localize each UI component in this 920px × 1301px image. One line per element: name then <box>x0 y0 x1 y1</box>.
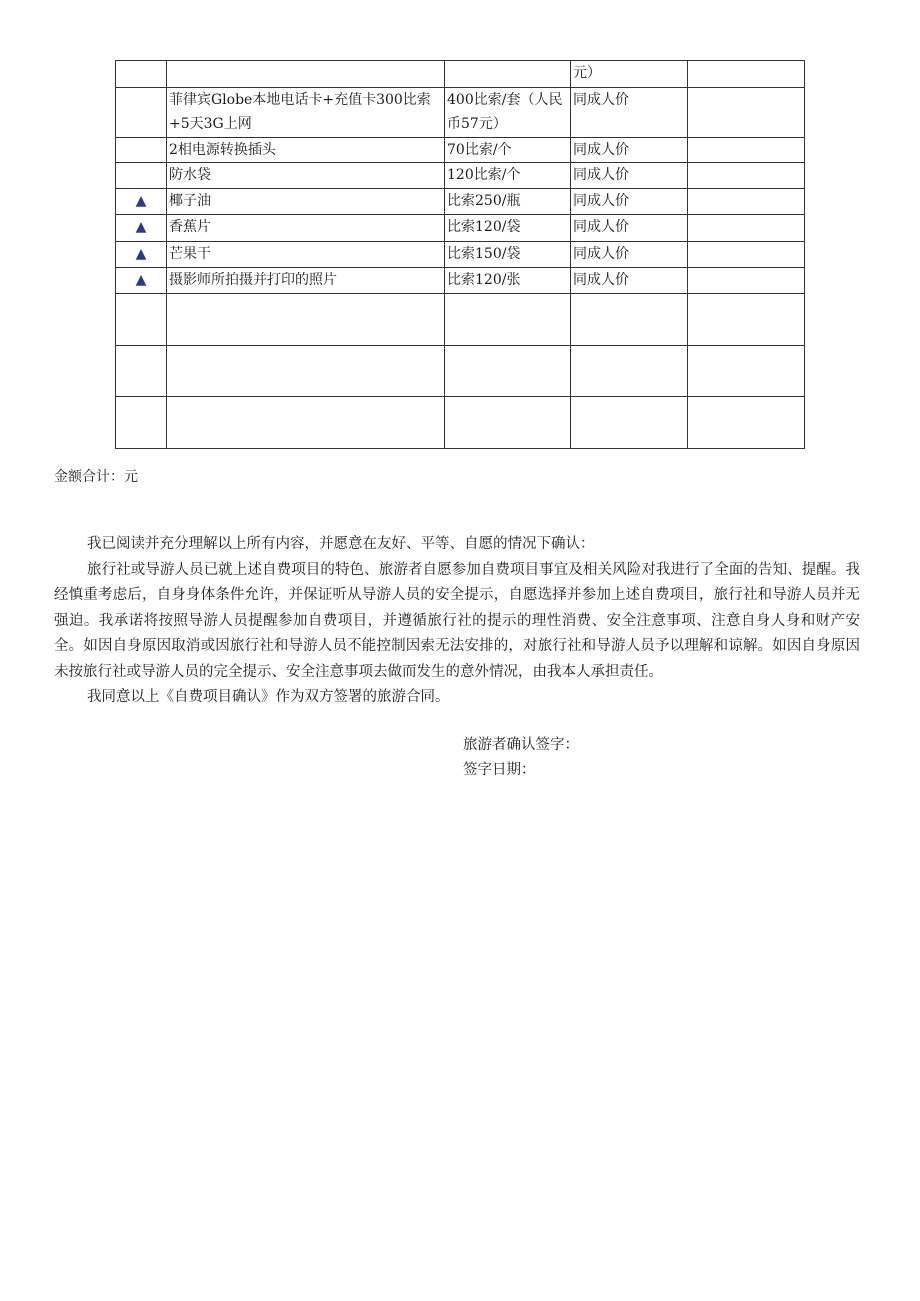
cell-note <box>571 294 688 346</box>
cell-extra <box>688 242 805 268</box>
cell-note: 元） <box>571 61 688 88</box>
cell-note: 同成人价 <box>571 215 688 242</box>
cell-item <box>167 61 445 88</box>
cell-mark: ▲ <box>116 215 167 242</box>
cell-extra <box>688 88 805 138</box>
cell-item: 防水袋 <box>167 163 445 189</box>
cell-mark: ▲ <box>116 242 167 268</box>
cell-item: 菲律宾Globe本地电话卡+充值卡300比索+5天3G上网 <box>167 88 445 138</box>
cell-price <box>445 346 571 397</box>
cell-mark <box>116 138 167 163</box>
cell-note: 同成人价 <box>571 189 688 215</box>
table-row <box>116 346 805 397</box>
self-pay-items-table <box>115 60 805 449</box>
cell-mark: ▲ <box>116 189 167 215</box>
table-row <box>116 189 805 215</box>
cell-price: 比索120/袋 <box>445 215 571 242</box>
cell-price: 比索250/瓶 <box>445 189 571 215</box>
table-row <box>116 397 805 449</box>
cell-note: 同成人价 <box>571 242 688 268</box>
cell-extra <box>688 294 805 346</box>
cell-item: 椰子油 <box>167 189 445 215</box>
cell-item <box>167 294 445 346</box>
cell-price: 400比索/套（人民币57元） <box>445 88 571 138</box>
cell-note: 同成人价 <box>571 88 688 138</box>
cell-note <box>571 397 688 449</box>
cell-note: 同成人价 <box>571 163 688 189</box>
confirmation-statement <box>54 532 860 711</box>
cell-extra <box>688 138 805 163</box>
table-row <box>116 138 805 163</box>
cell-mark <box>116 294 167 346</box>
cell-price <box>445 294 571 346</box>
table-row <box>116 268 805 294</box>
cell-extra <box>688 189 805 215</box>
table-row <box>116 215 805 242</box>
cell-mark <box>116 397 167 449</box>
table-row <box>116 88 805 138</box>
table-row <box>116 294 805 346</box>
cell-note <box>571 346 688 397</box>
cell-mark <box>116 88 167 138</box>
cell-note: 同成人价 <box>571 138 688 163</box>
signature-date-label: 签字日期： <box>463 762 536 778</box>
cell-price <box>445 397 571 449</box>
cell-mark: ▲ <box>116 268 167 294</box>
table-body <box>116 61 805 449</box>
cell-extra <box>688 163 805 189</box>
table-row <box>116 242 805 268</box>
cell-price: 比索120/张 <box>445 268 571 294</box>
table-row <box>116 163 805 189</box>
cell-price <box>445 61 571 88</box>
cell-extra <box>688 268 805 294</box>
cell-item: 摄影师所拍摄并打印的照片 <box>167 268 445 294</box>
tourist-signature-label: 旅游者确认签字： <box>463 737 579 753</box>
cell-extra <box>688 397 805 449</box>
statement-agreement: 我同意以上《自费项目确认》作为双方签署的旅游合同。 <box>87 689 450 705</box>
cell-extra <box>688 61 805 88</box>
cell-note: 同成人价 <box>571 268 688 294</box>
cell-price: 70比索/个 <box>445 138 571 163</box>
cell-mark <box>116 61 167 88</box>
cell-mark <box>116 163 167 189</box>
cell-item <box>167 397 445 449</box>
cell-extra <box>688 346 805 397</box>
cell-item: 2相电源转换插头 <box>167 138 445 163</box>
cell-item <box>167 346 445 397</box>
statement-body: 旅行社或导游人员已就上述自费项目的特色、旅游者自愿参加自费项目事宜及相关风险对我进行了全面的告知、提醒。我经慎重考虑后，自身身体条件允许，并保证听从导游人员的安全提示，自愿选择并参加上述自费项目，旅行社和导游人员并无强迫。我承诺将按照导游人员提醒参加自费项目，并遵循旅行社的提示的理性消费、安全注意事项、注意自身人身和财产安全。如因自身原因取消或因旅行社和导游人员不能控制因索无法安排的，对旅行社和导游人员予以理解和谅解。如因自身原因未按旅行社或导游人员的完全提示、安全注意事项去做而发生的意外情况，由我本人承担责任。 <box>54 561 860 680</box>
cell-extra <box>688 215 805 242</box>
cell-price: 120比索/个 <box>445 163 571 189</box>
cell-item: 香蕉片 <box>167 215 445 242</box>
statement-intro: 我已阅读并充分理解以上所有内容，并愿意在友好、平等、自愿的情况下确认： <box>87 536 595 552</box>
table-row <box>116 61 805 88</box>
cell-price: 比索150/袋 <box>445 242 571 268</box>
total-amount-label: 金额合计：元 <box>54 469 138 485</box>
cell-mark <box>116 346 167 397</box>
cell-item: 芒果干 <box>167 242 445 268</box>
